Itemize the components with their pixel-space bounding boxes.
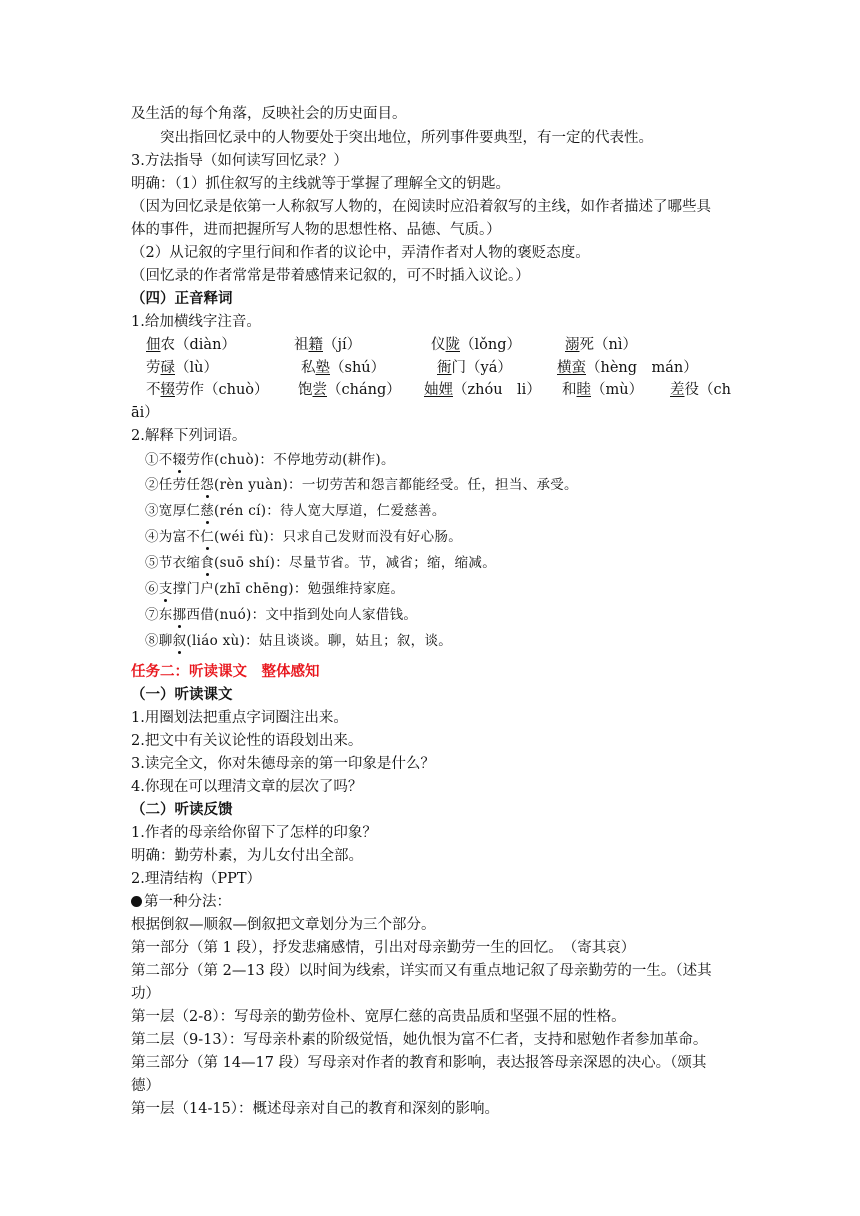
list-item: 4.你现在可以理清文章的层次了吗？ bbox=[131, 779, 363, 795]
pinyin-item: 仪陇（lǒng） bbox=[431, 337, 521, 353]
section-heading: （二）听读反馈 bbox=[131, 801, 233, 818]
text-line: 第一层（14-15）：概述母亲对自己的教育和深刻的影响。 bbox=[131, 1101, 500, 1117]
pinyin-item: 差役（ch bbox=[670, 382, 731, 398]
word-item: ⑦东挪西借(nuó)：文中指到处向人家借钱。 bbox=[145, 607, 418, 623]
pinyin-item: 溺死（nì） bbox=[565, 337, 637, 353]
text-line: 第一种分法： bbox=[131, 892, 231, 912]
text-line: 突出指回忆录中的人物要处于突出地位，所列事件要典型，有一定的代表性。 bbox=[160, 130, 653, 146]
bullet-icon bbox=[131, 896, 142, 907]
word-item: ⑧聊叙(liáo xù)：姑且谈谈。聊，姑且；叙，谈。 bbox=[145, 633, 453, 649]
text-line: 第二层（9-13）：写母亲朴素的阶级觉悟，她仇恨为富不仁者，支持和慰勉作者参加革命。 bbox=[131, 1032, 708, 1048]
word-item: ④为富不仁(wéi fù)：只求自己发财而没有好心肠。 bbox=[145, 529, 462, 545]
text-line: 2.理清结构（PPT） bbox=[131, 871, 262, 887]
text-line: 根据倒叙—顺叙—倒叙把文章划分为三个部分。 bbox=[131, 917, 436, 933]
pinyin-item: 私塾（shú） bbox=[301, 360, 386, 376]
pinyin-item: 佃农（diàn） bbox=[146, 337, 236, 353]
text-line: 德） bbox=[131, 1078, 160, 1094]
pinyin-item: 祖籍（jí） bbox=[294, 337, 362, 353]
text-line: 及生活的每个角落，反映社会的历史面目。 bbox=[131, 106, 407, 122]
text-line: 第三部分（第 14—17 段）写母亲对作者的教育和影响，表达报答母亲深恩的决心。（颂其 bbox=[131, 1055, 707, 1071]
task-heading: 任务二：听读课文 整体感知 bbox=[131, 663, 320, 680]
word-item: ②任劳任怨(rèn yuàn)：一切劳苦和怨言都能经受。任，担当、承受。 bbox=[145, 477, 578, 493]
text-line: 1.给加横线字注音。 bbox=[131, 314, 261, 330]
pinyin-item: 饱尝（cháng） bbox=[298, 382, 401, 398]
text-line: （2）从记叙的字里行间和作者的议论中，弄清作者对人物的褒贬态度。 bbox=[131, 245, 590, 261]
text-line: 3.方法指导（如何读写回忆录？） bbox=[131, 153, 348, 169]
section-heading: （四）正音释词 bbox=[131, 290, 233, 307]
pinyin-item: 衙门（yá） bbox=[437, 360, 512, 376]
text-line: 第一部分（第 1 段），抒发悲痛感情，引出对母亲勤劳一生的回忆。 （寄其哀） bbox=[131, 940, 636, 956]
text-line: 第二部分（第 2—13 段）以时间为线索，详实而又有重点地记叙了母亲勤劳的一生。（述其 bbox=[131, 963, 712, 979]
text-line: （因为回忆录是依第一人称叙写人物的，在阅读时应沿着叙写的主线，如作者描述了哪些具 bbox=[131, 199, 711, 215]
text-line: 体的事件，进而把握所写人物的思想性格、品德、气质。） bbox=[131, 222, 501, 238]
list-item: 2.把文中有关议论性的语段划出来。 bbox=[131, 733, 363, 749]
text-line: 第一层（2-8）：写母亲的勤劳俭朴、宽厚仁慈的高贵品质和坚强不屈的性格。 bbox=[131, 1009, 626, 1025]
word-item: ⑥支撑门户(zhī chēng)：勉强维持家庭。 bbox=[145, 581, 405, 597]
text-line: 明确：勤劳朴素，为儿女付出全部。 bbox=[131, 848, 363, 864]
pinyin-item: 横蛮（hèng mán） bbox=[557, 360, 698, 376]
pinyin-item: 劳碌（lù） bbox=[146, 360, 218, 376]
word-item: ⑤节衣缩食(suō shí)：尽量节省。节，减省；缩，缩减。 bbox=[145, 555, 497, 571]
text-line: （回忆录的作者常常是带着感情来记叙的，可不时插入议论。） bbox=[131, 268, 530, 284]
text-line: 1.作者的母亲给你留下了怎样的印象？ bbox=[131, 825, 377, 841]
word-item: ①不辍劳作(chuò)：不停地劳动(耕作)。 bbox=[145, 452, 395, 468]
list-item: 1.用圈划法把重点字词圈注出来。 bbox=[131, 710, 348, 726]
pinyin-wrap: āi） bbox=[131, 405, 159, 421]
section-heading: （一）听读课文 bbox=[131, 686, 233, 703]
word-item: ③宽厚仁慈(rén cí)：待人宽大厚道，仁爱慈善。 bbox=[145, 503, 446, 519]
text-line: 明确：（1）抓住叙写的主线就等于掌握了理解全文的钥匙。 bbox=[131, 176, 510, 192]
text-line: 功） bbox=[131, 986, 160, 1002]
text-line: 2.解释下列词语。 bbox=[131, 428, 247, 444]
pinyin-item: 和睦（mù） bbox=[562, 382, 644, 398]
list-item: 3.读完全文，你对朱德母亲的第一印象是什么？ bbox=[131, 756, 435, 772]
pinyin-item: 妯娌（zhóu li） bbox=[424, 382, 541, 398]
pinyin-item: 不辍劳作（chuò） bbox=[146, 382, 269, 398]
